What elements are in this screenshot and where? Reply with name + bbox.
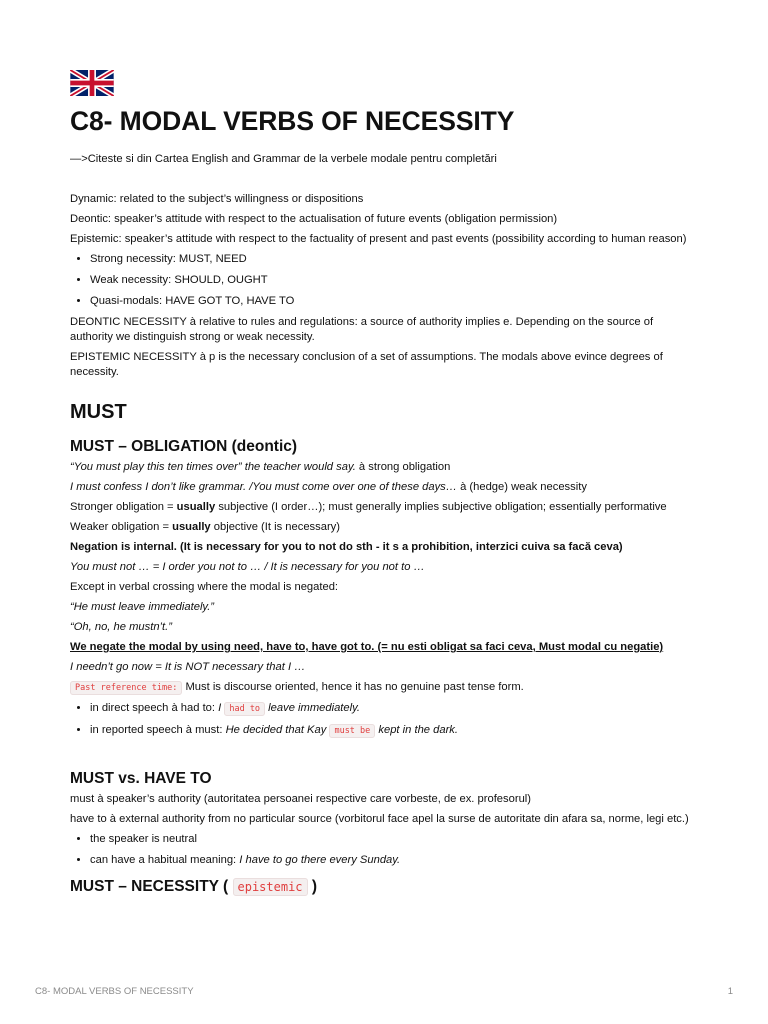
deontic-necessity-paragraph: DEONTIC NECESSITY à relative to rules and regulations: a source of authority implies e. Depending on the source of authority we distinguish strong or weak necessity. (70, 316, 654, 343)
necessity-list (70, 252, 692, 309)
epistemic-necessity-paragraph: EPISTEMIC NECESSITY à p is the necessary conclusion of a set of assumptions. The modals above evince degrees of necessity. (70, 351, 663, 378)
obligation-line (70, 520, 692, 535)
obligation-heading: MUST – OBLIGATION (deontic) (70, 438, 298, 455)
list-item: • the speaker is neutral (90, 832, 692, 847)
obligation-line (70, 640, 692, 655)
annotation-text: à (hedge) weak necessity (456, 481, 587, 493)
obligation-line (70, 680, 692, 696)
negation-rule: We negate the modal by using need, have to, have got to. (= nu esti obligat sa faci ceva, Must modal cu negatie) (70, 641, 664, 653)
must-necessity-heading (70, 877, 692, 897)
annotation-text: à strong obligation (355, 461, 451, 473)
example-text: You must not … = I order you not to … / It is necessary for you not to … (70, 561, 425, 573)
list-item (90, 723, 692, 739)
inline-code-tag: epistemic (233, 878, 308, 896)
body-text: subjective (I order…); must generally implies subjective obligation; essentially performative (215, 501, 667, 513)
inline-code-tag: had to (224, 702, 265, 716)
obligation-line (70, 560, 692, 575)
list-item: • Quasi-modals: HAVE GOT TO, HAVE TO (90, 294, 692, 309)
definition-epistemic: Epistemic: speaker’s attitude with respect to the factuality of present and past events (possibility according to human reason) (70, 233, 687, 245)
label-text: Weaker obligation = (70, 521, 173, 533)
footer-title: C8- MODAL VERBS OF NECESSITY (35, 986, 194, 997)
list-item: • Weak necessity: SHOULD, OUGHT (90, 273, 692, 288)
example-text: I have to go there every Sunday. (239, 854, 401, 866)
must-vs-line: must à speaker’s authority (autoritatea persoanei respective care vorbeste, de ex. profesorul) (70, 793, 531, 805)
page-number: 1 (727, 986, 733, 997)
example-text: kept in the dark. (375, 724, 458, 736)
definition-deontic: Deontic: speaker’s attitude with respect to the actualisation of future events (obligation permission) (70, 213, 558, 225)
past-reference-list (70, 701, 692, 739)
must-vs-list (70, 832, 692, 868)
body-text: in reported speech à must: (90, 724, 226, 736)
definition-dynamic: Dynamic: related to the subject’s willingness or dispositions (70, 193, 364, 205)
example-text: leave immediately. (265, 702, 360, 714)
body-text: can have a habitual meaning: (90, 854, 240, 866)
bold-text: usually (176, 501, 216, 513)
must-vs-line: have to à external authority from no particular source (vorbitorul face apel la surse de autoritate din afara sa, norme, legi etc.) (70, 813, 689, 825)
page-title: C8- MODAL VERBS OF NECESSITY (70, 106, 515, 136)
obligation-line (70, 460, 692, 475)
obligation-line (70, 480, 692, 495)
obligation-line (70, 500, 692, 515)
negation-note: Negation is internal. (It is necessary for you to not do sth - it s a prohibition, interzici cuiva sa facă ceva) (70, 541, 623, 553)
must-heading: MUST (70, 401, 127, 423)
body-text: Must is discourse oriented, hence it has no genuine past tense form. (182, 681, 524, 693)
obligation-line (70, 660, 692, 675)
obligation-line: Except in verbal crossing where the modal is negated: (70, 581, 339, 593)
example-text: He decided that Kay (225, 724, 330, 736)
body-text: objective (It is necessary) (210, 521, 340, 533)
obligation-line (70, 540, 692, 555)
intro-note: —>Citeste si din Cartea English and Grammar de la verbele modale pentru completări (70, 153, 497, 165)
list-item: • Strong necessity: MUST, NEED (90, 252, 692, 267)
inline-code-tag: must be (329, 724, 375, 738)
obligation-line (70, 620, 692, 635)
example-text: “Oh, no, he mustn’t.” (70, 621, 172, 633)
obligation-line (70, 600, 692, 615)
list-item (90, 853, 692, 868)
inline-code-tag: Past reference time: (70, 681, 182, 695)
document-content (70, 70, 692, 897)
bold-text: usually (172, 521, 211, 533)
heading-text: MUST – NECESSITY ( (70, 878, 233, 895)
heading-text: ) (307, 878, 317, 895)
body-text: in direct speech à had to: (90, 702, 219, 714)
must-vs-have-to-heading: MUST vs. HAVE TO (70, 770, 212, 787)
example-text: I (218, 702, 225, 714)
list-item (90, 701, 692, 717)
uk-flag-icon (70, 70, 114, 96)
example-text: I needn’t go now = It is NOT necessary that I … (70, 661, 306, 673)
example-text: “You must play this ten times over” the teacher would say. (70, 461, 356, 473)
label-text: Stronger obligation = (70, 501, 177, 513)
example-text: “He must leave immediately.” (70, 601, 215, 613)
example-text: I must confess I don’t like grammar. /You must come over one of these days… (70, 481, 457, 493)
